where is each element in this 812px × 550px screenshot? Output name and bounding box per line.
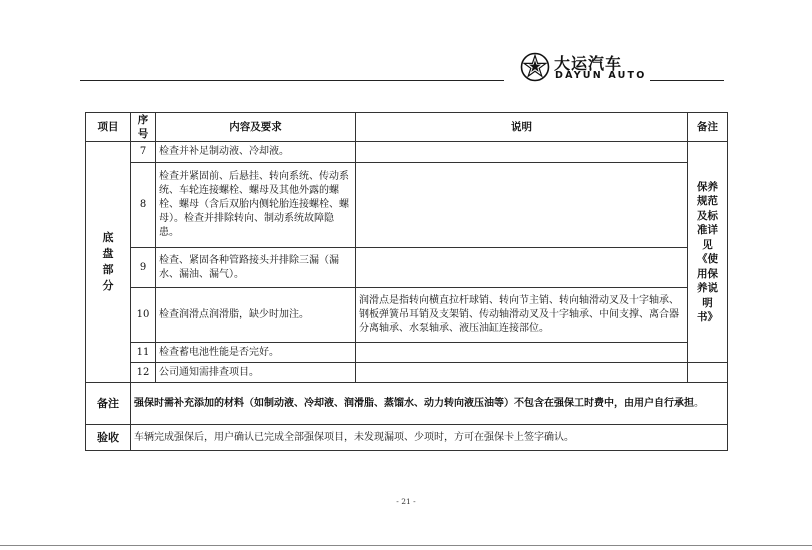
header-rule-left xyxy=(80,80,504,81)
logo-chinese-name: 大运汽车 xyxy=(554,54,623,73)
note-cell-empty xyxy=(688,363,728,383)
row-number: 11 xyxy=(131,343,156,363)
page-bottom-edge xyxy=(0,545,812,546)
row-requirement: 检查、紧固各种管路接头并排除三漏（漏水、漏油、漏气）。 xyxy=(156,248,356,288)
remark-bold-text: 强保时需补充添加的材料（如制动液、冷却液、润滑脂、蒸馏水、动力转向液压油等）不包含在强保工时费中，由用户自行承担 xyxy=(134,397,694,409)
brand-logo xyxy=(520,50,650,84)
acceptance-text: 车辆完成强保后，用户确认已完成全部强保项目，未发现漏项、少项时，方可在强保卡上签字确认。 xyxy=(131,425,728,451)
row-requirement: 检查蓄电池性能是否完好。 xyxy=(156,343,356,363)
row-number: 7 xyxy=(131,142,156,163)
row-description xyxy=(356,363,688,383)
header-rule-right xyxy=(650,80,724,81)
row-requirement: 检查润滑点润滑脂，缺少时加注。 xyxy=(156,288,356,343)
star-emblem-icon xyxy=(520,52,550,82)
section-label: 底盘部分 xyxy=(86,142,131,383)
header-seq: 序号 xyxy=(131,113,156,142)
row-description xyxy=(356,163,688,248)
row-requirement: 公司通知需排查项目。 xyxy=(156,363,356,383)
table-header-row xyxy=(86,113,728,142)
table-row xyxy=(86,288,728,343)
note-cell: 保养规范及标准详见《使用保养说明书》 xyxy=(688,142,728,363)
remark-label: 备注 xyxy=(86,383,131,425)
row-description xyxy=(356,248,688,288)
row-requirement: 检查并紧固前、后悬挂、转向系统、传动系统、车轮连接螺栓、螺母及其他外露的螺栓、螺母（含后双胎内侧轮胎连接螺栓、螺母）。检查并排除转向、制动系统故障隐患。 xyxy=(156,163,356,248)
row-description xyxy=(356,142,688,163)
remark-text xyxy=(131,383,728,425)
row-number: 9 xyxy=(131,248,156,288)
header-project: 项目 xyxy=(86,113,131,142)
row-number: 8 xyxy=(131,163,156,248)
header-note: 备注 xyxy=(688,113,728,142)
table-row xyxy=(86,248,728,288)
row-requirement: 检查并补足制动液、冷却液。 xyxy=(156,142,356,163)
logo-english-name: DAYUN AUTO xyxy=(555,70,647,81)
acceptance-label: 验收 xyxy=(86,425,131,451)
remark-tail: 。 xyxy=(694,397,704,409)
acceptance-row xyxy=(86,425,728,451)
table-row xyxy=(86,142,728,163)
table-row xyxy=(86,363,728,383)
row-description: 润滑点是指转向横直拉杆球销、转向节主销、转向轴滑动叉及十字轴承、钢板弹簧吊耳销及支架销、传动轴滑动叉及十字轴承、中间支撑、离合器分离轴承、水泵轴承、液压油缸连接部位。 xyxy=(356,288,688,343)
page-number: - 21 - xyxy=(396,497,416,506)
table-row xyxy=(86,163,728,248)
maintenance-table xyxy=(85,112,728,451)
header-description: 说明 xyxy=(356,113,688,142)
remark-row xyxy=(86,383,728,425)
header-content: 内容及要求 xyxy=(156,113,356,142)
row-number: 10 xyxy=(131,288,156,343)
table-row xyxy=(86,343,728,363)
row-description xyxy=(356,343,688,363)
row-number: 12 xyxy=(131,363,156,383)
